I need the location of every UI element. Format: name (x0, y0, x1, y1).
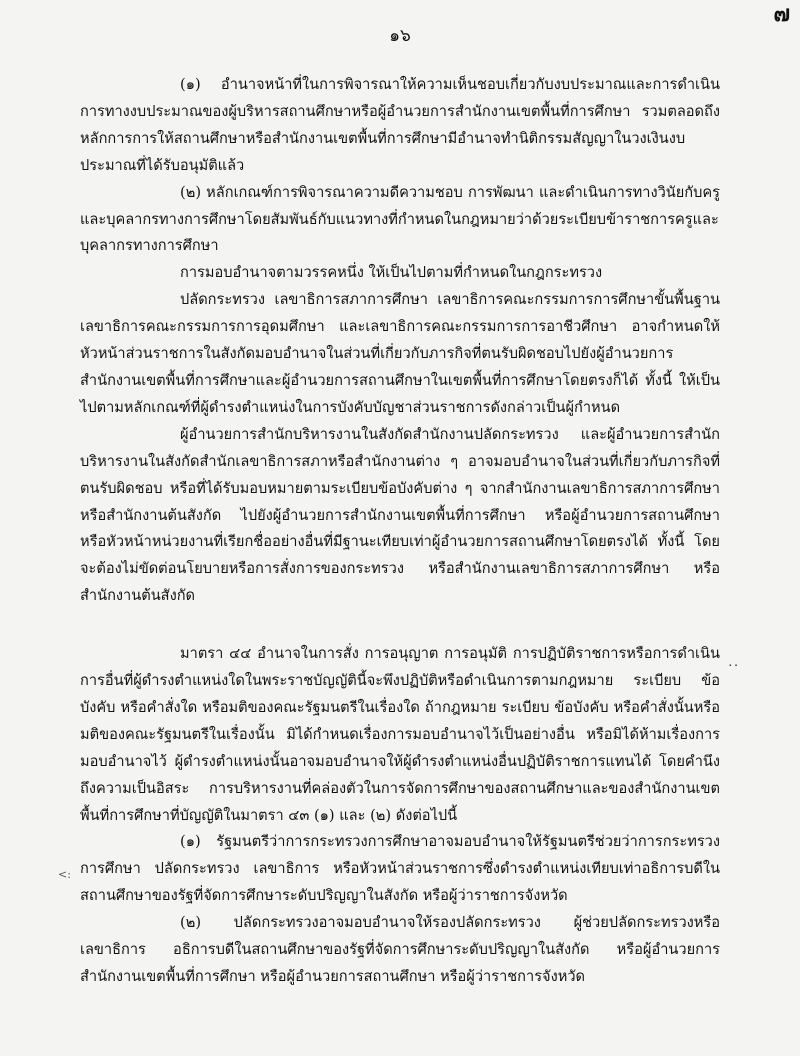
paragraph: (๑) อำนาจหน้าที่ในการพิจารณาให้ความเห็นชอบเกี่ยวกับงบประมาณและการดำเนินการทางงบประมาณของผู้บริหารสถานศึกษาหรือผู้อำนวยการสำนักงานเขตพื้นที่การศึกษา รวมตลอดถึงหลักการการให้สถานศึกษาหรือสำนักงานเขตพื้นที่การศึกษามีอำนาจทำนิติกรรมสัญญาในวงเงินงบประมาณที่ได้รับอนุมัติแล้ว (80, 76, 720, 174)
section-gap (80, 610, 720, 641)
margin-mark: <: (58, 868, 71, 881)
paragraph: (๑) รัฐมนตรีว่าการกระทรวงการศึกษาอาจมอบอำนาจให้รัฐมนตรีช่วยว่าการกระทรวงการศึกษา ปลัดกระทรวง เลขาธิการ หรือหัวหน้าส่วนราชการซึ่งดำรงตำแหน่งเทียบเท่าอธิการบดีในสถานศึกษาของรัฐที่จัดการศึกษาระดับปริญญาในสังกัด หรือผู้ว่าราชการจังหวัด (80, 833, 720, 905)
paragraph: การมอบอำนาจตามวรรคหนึ่ง ให้เป็นไปตามที่กำหนดในกฎกระทรวง (180, 264, 603, 282)
section-paragraph: มาตรา ๔๔ อำนาจในการสั่ง การอนุญาต การอนุมัติ การปฏิบัติราชการหรือการดำเนินการอื่นที่ผู้ดำรงตำแหน่งใดในพระราชบัญญัตินี้จะพึงปฏิบัติหรือดำเนินการตามกฎหมาย ระเบียบ ข้อบังคับ หรือคำสั่งใด หรือมติของคณะรัฐมนตรีในเรื่องใด ถ้ากฎหมาย ระเบียบ ข้อบังคับ หรือคำสั่งนั้นหรือมติของคณะรัฐมนตรีในเรื่องนั้น มิได้กำหนดเรื่องการมอบอำนาจไว้เป็นอย่างอื่น หรือมิได้ห้ามเรื่องการมอบอำนาจไว้ ผู้ดำรงตำแหน่งนั้นอาจมอบอำนาจให้ผู้ดำรงตำแหน่งอื่นปฏิบัติราชการแทนได้ โดยคำนึงถึงความเป็นอิสระ การบริหารงานที่คล่องตัวในการจัดการศึกษาของสถานศึกษาและของสำนักงานเขตพื้นที่การศึกษาที่บัญญัติในมาตรา ๔๓ (๑) และ (๒) ดังต่อไปนี้ (80, 645, 720, 824)
paragraph: (๒) หลักเกณฑ์การพิจารณาความดีความชอบ การพัฒนา และดำเนินการทางวินัยกับครูและบุคลากรทางการศึกษาโดยสัมพันธ์กับแนวทางที่กำหนดในกฎหมายว่าด้วยระเบียบข้าราชการครูและบุคลากรทางการศึกษา (80, 183, 720, 255)
document-body (80, 72, 720, 991)
paragraph: (๒) ปลัดกระทรวงอาจมอบอำนาจให้รองปลัดกระทรวง ผู้ช่วยปลัดกระทรวงหรือเลขาธิการ อธิการบดีในสถานศึกษาของรัฐที่จัดการศึกษาระดับปริญญาในสังกัด หรือผู้อำนวยการสำนักงานเขตพื้นที่การศึกษา หรือผู้อำนวยการสถานศึกษา หรือผู้ว่าราชการจังหวัด (80, 914, 720, 985)
trailing-dots: .. (728, 655, 740, 669)
paragraph: ผู้อำนวยการสำนักบริหารงานในสังกัดสำนักงานปลัดกระทรวง และผู้อำนวยการสำนักบริหารงานในสังกัดสำนักเลขาธิการสภาหรือสำนักงานต่าง ๆ อาจมอบอำนาจในส่วนที่เกี่ยวกับภารกิจที่ตนรับผิดชอบ หรือที่ได้รับมอบหมายตามระเบียบข้อบังคับต่าง ๆ จากสำนักงานเลขาธิการสภาการศึกษาหรือสำนักงานต้นสังกัด ไปยังผู้อำนวยการสำนักงานเขตพื้นที่การศึกษา หรือผู้อำนวยการสถานศึกษา หรือหัวหน้าหน่วยงานที่เรียกชื่ออย่างอื่นที่มีฐานะเทียบเท่าผู้อำนวยการสถานศึกษาโดยตรงได้ ทั้งนี้ โดยจะต้องไม่ขัดต่อนโยบายหรือการสั่งการของกระทรวง หรือสำนักงานเลขาธิการสภาการศึกษา หรือสำนักงานต้นสังกัด (80, 425, 720, 605)
corner-handwritten-mark: ๗ (773, 1, 790, 27)
paragraph: ปลัดกระทรวง เลขาธิการสภาการศึกษา เลขาธิการคณะกรรมการการศึกษาขั้นพื้นฐาน เลขาธิการคณะกรรมการการอุดมศึกษา และเลขาธิการคณะกรรมการการอาชีวศึกษา อาจกำหนดให้หัวหน้าส่วนราชการในสังกัดมอบอำนาจในส่วนที่เกี่ยวกับภารกิจที่ตนรับผิดชอบไปยังผู้อำนวยการสำนักงานเขตพื้นที่การศึกษาและผู้อำนวยการสถานศึกษาในเขตพื้นที่การศึกษาโดยตรงก็ได้ ทั้งนี้ ให้เป็นไปตามหลักเกณฑ์ที่ผู้ดำรงตำแหน่งในการบังคับบัญชาส่วนราชการดังกล่าวเป็นผู้กำหนด (80, 291, 720, 416)
page-number: ๑๖ (389, 26, 411, 46)
